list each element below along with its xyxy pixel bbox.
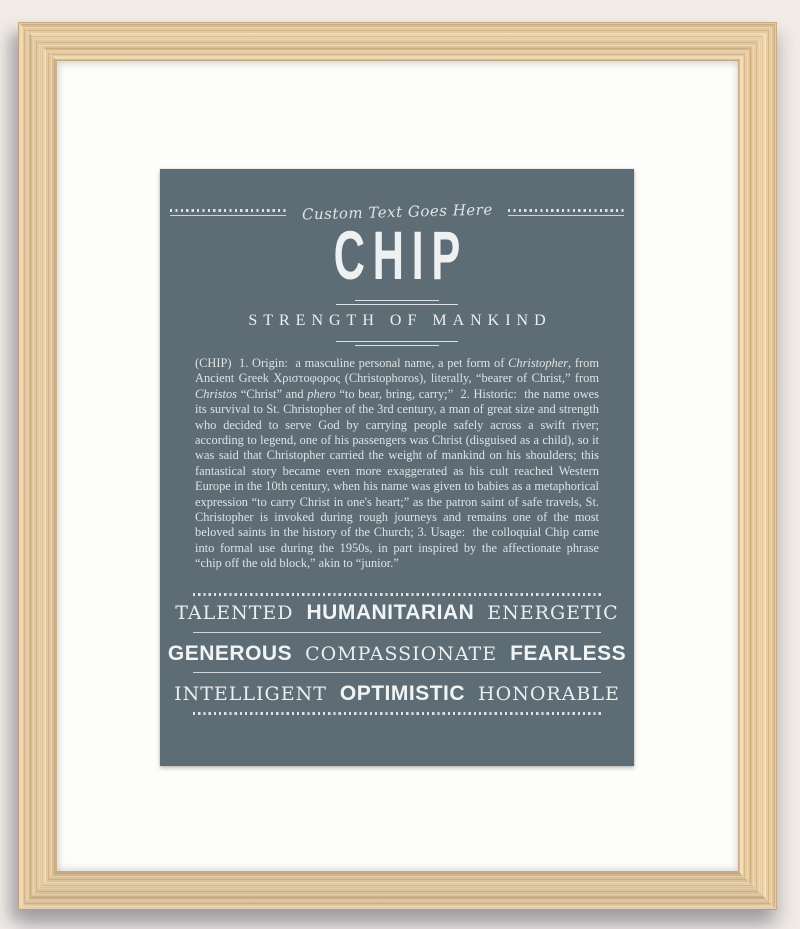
dotted-rule-right	[508, 209, 624, 216]
trait-word: HUMANITARIAN	[306, 601, 475, 624]
definition-paragraph: (CHIP) 1. Origin: a masculine personal name, a pet form of Christopher, from Ancient Greek Χριστοφορος (Christophoros), literally, “bearer of Christ,” from Christos “Christ” and phero “to bear, bring, carry;” 2. Historic: the name owes its survival to St. Christopher of the 3rd century, a man of great size and strength who decided to serve God by carrying people safely across a swift river; according to legend, one of his passengers was Christ (disguised as a child), so it was said that Christopher carried the weight of mankind on his shoulders; this fantastical story became even more exaggerated as his cult reached Western Europe in the 10th century, when his name was given to babies as a metaphorical expression “to carry Christ in one's heart;” as the patron saint of safe travels, St. Christopher is invoked during rough journeys and remains one of the most beloved saints in the history of the Church; 3. Usage: the colloquial Chip came into formal use during the 1950s, in part inspired by the affectionate phrase “chip off the old block,” akin to “junior.”	[195, 356, 606, 571]
trait-word: TALENTED	[175, 602, 294, 624]
double-rule-upper	[160, 300, 634, 305]
trait-row	[170, 682, 624, 706]
frame-bar-bottom	[18, 871, 777, 910]
trait-word: INTELLIGENT	[174, 683, 327, 705]
frame-bar-left	[18, 22, 57, 910]
trait-row	[167, 642, 627, 666]
subtitle: STRENGTH OF MANKIND	[248, 312, 552, 329]
frame-bar-top	[18, 22, 777, 61]
trait-word: ENERGETIC	[487, 602, 619, 624]
double-rule-lower	[160, 341, 634, 349]
trait-word: GENEROUS	[167, 642, 293, 665]
dotted-rule-top	[193, 593, 601, 596]
name-title: CHIP	[333, 218, 469, 295]
trait-word: HONORABLE	[478, 683, 620, 705]
frame-bar-right	[738, 22, 777, 910]
mat-board	[57, 61, 738, 871]
custom-text: Custom Text Goes Here	[301, 200, 493, 224]
trait-divider	[193, 672, 601, 673]
art-print	[160, 169, 634, 766]
trait-word: OPTIMISTIC	[339, 682, 466, 705]
trait-divider	[193, 632, 601, 633]
trait-word: COMPASSIONATE	[305, 643, 498, 665]
dotted-rule-left	[170, 209, 286, 216]
trait-row	[170, 601, 624, 625]
trait-word: FEARLESS	[510, 642, 627, 665]
picture-frame	[18, 22, 777, 910]
dotted-rule-bottom	[193, 712, 601, 715]
